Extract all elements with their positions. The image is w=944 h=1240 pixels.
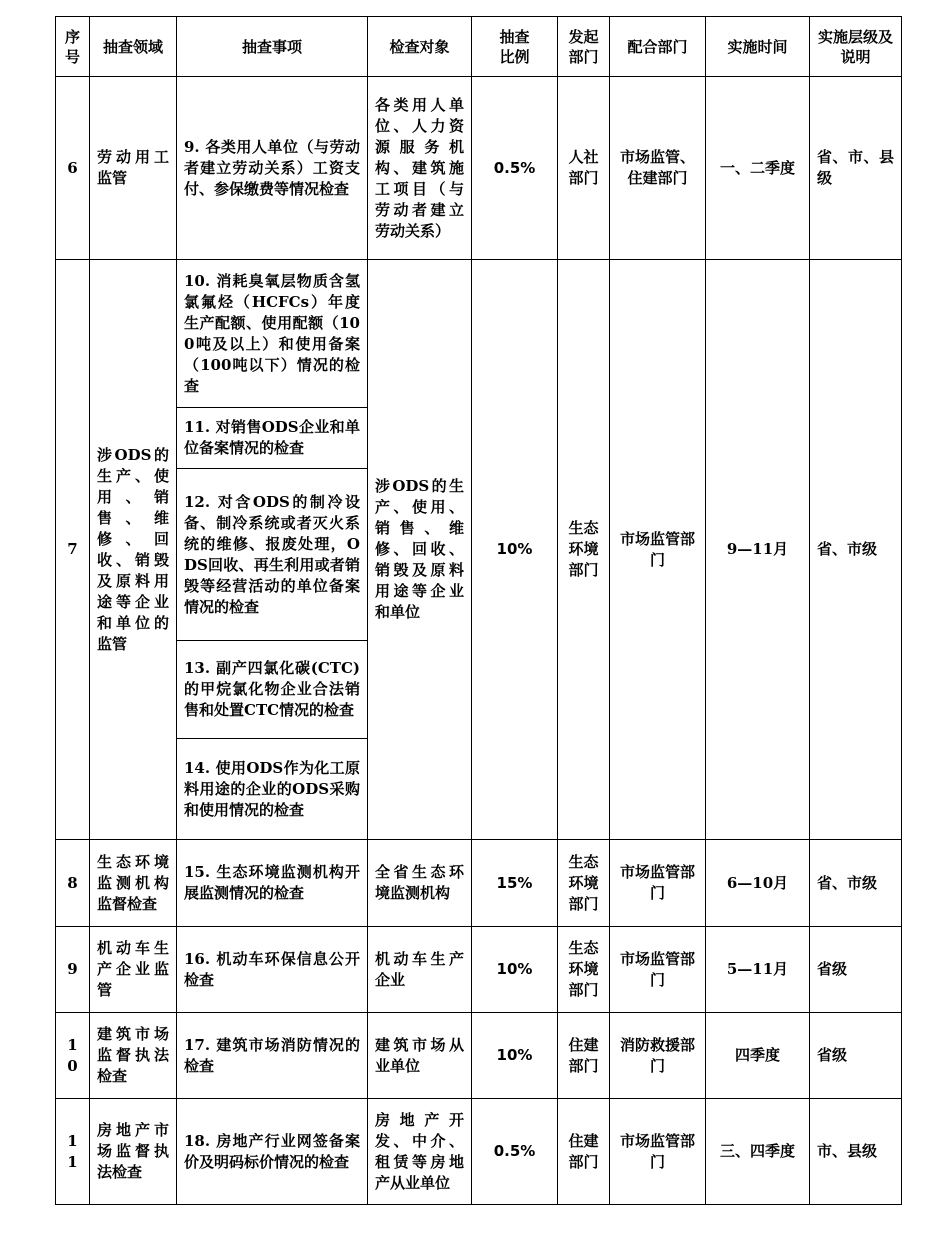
header-time: 实施时间 [706, 17, 810, 77]
row-seq: 7 [56, 260, 90, 840]
row-field: 建筑市场监督执法检查 [90, 1013, 177, 1099]
row-field: 机动车生产企业监管 [90, 927, 177, 1013]
header-target: 检查对象 [368, 17, 472, 77]
row-cooperator: 消防救援部门 [610, 1013, 706, 1099]
row-item: 12. 对含ODS的制冷设备、制冷系统或者灭火系统的维修、报废处理，ODS回收、再生利用或者销毁等经营活动的单位备案情况的检查 [177, 469, 368, 641]
header-row [56, 17, 902, 77]
row-cooperator: 市场监管、住建部门 [610, 77, 706, 260]
row-cooperator: 市场监管部门 [610, 1099, 706, 1205]
row-time: 一、二季度 [706, 77, 810, 260]
header-seq: 序号 [56, 17, 90, 77]
header-ratio: 抽查比例 [472, 17, 558, 77]
row-item: 17. 建筑市场消防情况的检查 [177, 1013, 368, 1099]
row-time: 四季度 [706, 1013, 810, 1099]
row-time: 三、四季度 [706, 1099, 810, 1205]
row-item: 15. 生态环境监测机构开展监测情况的检查 [177, 840, 368, 927]
table-row [56, 927, 902, 1013]
table-row [56, 1013, 902, 1099]
row-initiator: 生态环境部门 [558, 927, 610, 1013]
table-row [56, 77, 902, 260]
row-seq: 9 [56, 927, 90, 1013]
row-time: 6—10月 [706, 840, 810, 927]
row-ratio: 10% [472, 260, 558, 840]
row-time: 9—11月 [706, 260, 810, 840]
row-seq: 11 [56, 1099, 90, 1205]
table-row [56, 840, 902, 927]
row-ratio: 15% [472, 840, 558, 927]
row-field: 生态环境监测机构监督检查 [90, 840, 177, 927]
inspection-table [55, 16, 902, 1205]
row-level: 省、市、县级 [810, 77, 902, 260]
row-item: 16. 机动车环保信息公开检查 [177, 927, 368, 1013]
row-cooperator: 市场监管部门 [610, 927, 706, 1013]
header-item: 抽查事项 [177, 17, 368, 77]
row-target: 涉ODS的生产、使用、销售、维修、回收、销毁及原料用途等企业和单位 [368, 260, 472, 840]
row-item: 13. 副产四氯化碳(CTC)的甲烷氯化物企业合法销售和处置CTC情况的检查 [177, 641, 368, 739]
row-seq: 6 [56, 77, 90, 260]
row-item: 18. 房地产行业网签备案价及明码标价情况的检查 [177, 1099, 368, 1205]
row-initiator: 住建部门 [558, 1013, 610, 1099]
row-target: 全省生态环境监测机构 [368, 840, 472, 927]
row-initiator: 住建部门 [558, 1099, 610, 1205]
row-ratio: 0.5% [472, 77, 558, 260]
row-ratio: 10% [472, 927, 558, 1013]
row-item: 11. 对销售ODS企业和单位备案情况的检查 [177, 408, 368, 469]
row-initiator: 生态环境部门 [558, 840, 610, 927]
header-field: 抽查领域 [90, 17, 177, 77]
row-cooperator: 市场监管部门 [610, 260, 706, 840]
row-initiator: 生态环境部门 [558, 260, 610, 840]
row-item: 10. 消耗臭氧层物质含氢氯氟烃（HCFCs）年度生产配额、使用配额（100吨及以上）和使用备案（100吨以下）情况的检查 [177, 260, 368, 408]
row-initiator: 人社部门 [558, 77, 610, 260]
row-time: 5—11月 [706, 927, 810, 1013]
row-level: 省、市级 [810, 840, 902, 927]
header-initiator: 发起部门 [558, 17, 610, 77]
row-ratio: 10% [472, 1013, 558, 1099]
row-level: 省、市级 [810, 260, 902, 840]
row-field: 劳动用工监管 [90, 77, 177, 260]
row-ratio: 0.5% [472, 1099, 558, 1205]
row-target: 各类用人单位、人力资源服务机构、建筑施工项目（与劳动者建立劳动关系） [368, 77, 472, 260]
row-level: 市、县级 [810, 1099, 902, 1205]
row-level: 省级 [810, 927, 902, 1013]
table-row [56, 1099, 902, 1205]
header-level: 实施层级及说明 [810, 17, 902, 77]
table-row [56, 260, 902, 408]
row-item: 14. 使用ODS作为化工原料用途的企业的ODS采购和使用情况的检查 [177, 739, 368, 840]
row-item: 9. 各类用人单位（与劳动者建立劳动关系）工资支付、参保缴费等情况检查 [177, 77, 368, 260]
row-target: 建筑市场从业单位 [368, 1013, 472, 1099]
header-cooperator: 配合部门 [610, 17, 706, 77]
row-target: 机动车生产企业 [368, 927, 472, 1013]
row-target: 房地产开发、中介、租赁等房地产从业单位 [368, 1099, 472, 1205]
row-level: 省级 [810, 1013, 902, 1099]
row-seq: 8 [56, 840, 90, 927]
row-cooperator: 市场监管部门 [610, 840, 706, 927]
row-field: 涉ODS的生产、使用、销售、维修、回收、销毁及原料用途等企业和单位的监管 [90, 260, 177, 840]
row-seq: 10 [56, 1013, 90, 1099]
row-field: 房地产市场监督执法检查 [90, 1099, 177, 1205]
